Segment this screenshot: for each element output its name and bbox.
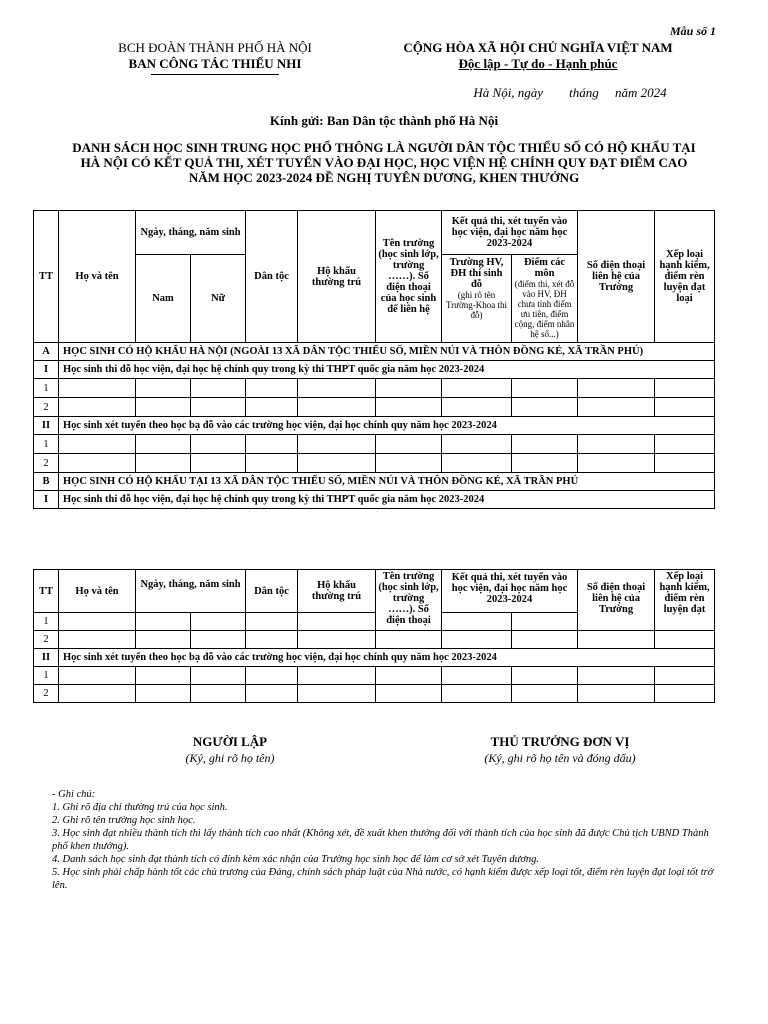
table-row [34, 398, 715, 417]
header-result: Kết quả thi, xét tuyển vào học viện, đại học năm học 2023-2024 [442, 570, 578, 613]
country-name: CỘNG HÒA XÃ HỘI CHỦ NGHĨA VIỆT NAM [403, 40, 673, 55]
header-name: Họ và tên [59, 570, 136, 613]
header-tt: TT [34, 211, 59, 343]
row-number: 1 [34, 613, 59, 631]
notes [52, 788, 720, 892]
date-line: Hà Nội, ngày tháng năm 2024 [473, 85, 667, 100]
header-dob: Ngày, tháng, năm sinh [136, 211, 246, 255]
header-conduct: Xếp loại hạnh kiểm, điểm rèn luyện đạt [655, 570, 715, 631]
agency-name: BAN CÔNG TÁC THIẾU NHI [128, 56, 302, 71]
row-number: 1 [34, 435, 59, 454]
group-i-title: Học sinh thi đỗ học viện, đại học hệ chính quy trong kỳ thi THPT quốc gia năm học 2023-2024 [59, 361, 715, 379]
student-list-table [33, 210, 715, 509]
group-b-i-label: I [34, 491, 59, 509]
document-title [60, 140, 708, 185]
head-title: THỦ TRƯỞNG ĐƠN VỊ [490, 734, 630, 749]
row-number: 2 [34, 631, 59, 649]
header-conduct: Xếp loại hạnh kiểm, điểm rèn luyện đạt loại [655, 211, 715, 343]
header-female: Nữ [191, 255, 246, 343]
row-number: 1 [34, 667, 59, 685]
header-ethnicity: Dân tộc [246, 570, 298, 613]
note-item: 3. Học sinh đạt nhiều thành tích thì lấy thành tích cao nhất (Không xét, đề xuất khen thưởng đối với thành tích của học sinh đã được Chủ tịch UBND Thành phố khen thưởng). [52, 828, 709, 852]
group-ii-title: Học sinh xét tuyển theo học bạ đỗ vào các trường học viện, đại học chính quy năm học 2023-2024 [59, 417, 715, 435]
row-number: 1 [34, 379, 59, 398]
signature-preparer [110, 734, 350, 766]
group-i-label: I [34, 361, 59, 379]
university-label: Trường HV, ĐH thí sinh đỗ [449, 257, 504, 290]
form-number: Mẫu số 1 [669, 24, 716, 38]
row-number: 2 [34, 685, 59, 703]
section-a-title: HỌC SINH CÓ HỘ KHẨU HÀ NỘI (NGOÀI 13 XÃ DÂN TỘC THIỂU SỐ, MIỀN NÚI VÀ THÔN ĐỒNG KÉ, XÃ TRẦN PHÚ) [59, 343, 715, 361]
preparer-instruction: (Ký, ghi rõ họ tên) [185, 751, 275, 765]
group-b-i-title: Học sinh thi đỗ học viện, đại học hệ chính quy trong kỳ thi THPT quốc gia năm học 2023-2024 [59, 491, 715, 509]
scores-note: (điểm thi, xét đỗ vào HV, ĐH chưa tính điểm ưu tiên, điểm cộng, điểm nhân hệ số...) [514, 279, 575, 339]
header-school-phone: Số điện thoại liên hệ của Trường [578, 211, 655, 343]
note-item: 2. Ghi rõ tên trường học sinh học. [52, 815, 196, 826]
header-scores [512, 255, 578, 343]
table-row [34, 454, 715, 473]
group-ii-label: II [34, 417, 59, 435]
header-school: Tên trường (học sinh lớp, trường ……). Số điện thoại [376, 570, 442, 631]
header-school: Tên trường (học sinh lớp, trường ……). Số điện thoại của học sinh để liên hệ [376, 211, 442, 343]
note-item: 1. Ghi rõ địa chỉ thường trú của học sinh. [52, 802, 228, 813]
signature-head-of-unit [420, 734, 700, 766]
header-name: Họ và tên [59, 211, 136, 343]
table-row [34, 685, 715, 703]
issuing-agency [95, 40, 335, 75]
section-b-title: HỌC SINH CÓ HỘ KHẨU TẠI 13 XÃ DÂN TỘC THIỂU SỐ, MIỀN NÚI VÀ THÔN ĐỒNG KÉ, XÃ TRẦN PHÚ [59, 473, 715, 491]
header-male: Nam [136, 255, 191, 343]
student-list-table-continued [33, 569, 715, 703]
row-number: 2 [34, 398, 59, 417]
table-row [34, 631, 715, 649]
head-instruction: (Ký, ghi rõ họ tên và đóng dấu) [484, 751, 636, 765]
header-residence: Hộ khẩu thường trú [298, 211, 376, 343]
header-tt: TT [34, 570, 59, 613]
table-row [34, 667, 715, 685]
section-b-label: B [34, 473, 59, 491]
header-ethnicity: Dân tộc [246, 211, 298, 343]
agency-underline [151, 74, 279, 75]
university-note: (ghi rõ tên Trường-Khoa thi đỗ) [445, 290, 508, 320]
agency-parent: BCH ĐOÀN THÀNH PHỐ HÀ NỘI [118, 40, 312, 55]
header-residence: Hộ khẩu thường trú [298, 570, 376, 613]
note-item: 4. Danh sách học sinh đạt thành tích có đính kèm xác nhận của Trường học sinh học để làm cơ sở xét Tuyên dương. [52, 854, 540, 865]
title-line: NĂM HỌC 2023-2024 ĐỀ NGHỊ TUYÊN DƯƠNG, KHEN THƯỞNG [188, 170, 580, 185]
title-line: DANH SÁCH HỌC SINH TRUNG HỌC PHỔ THÔNG LÀ NGƯỜI DÂN TỘC THIỂU SỐ CÓ HỘ KHẨU TẠI [72, 140, 696, 155]
national-motto [398, 40, 678, 72]
header-dob: Ngày, tháng, năm sinh [136, 570, 246, 613]
motto: Độc lập - Tự do - Hạnh phúc [458, 56, 618, 71]
header-university [442, 255, 512, 343]
note-item: 5. Học sinh phải chấp hành tốt các chủ trương của Đảng, chính sách pháp luật của Nhà nước, có hạnh kiểm được xếp loại tốt, điểm rèn luyện đạt loại tốt trở lên. [52, 867, 714, 891]
header-result: Kết quả thi, xét tuyển vào học viện, đại học năm học 2023-2024 [442, 211, 578, 255]
scores-label: Điểm các môn [523, 257, 566, 279]
header-school-phone: Số điện thoại liên hệ của Trường [578, 570, 655, 631]
group-ii-title: Học sinh xét tuyển theo học bạ đỗ vào các trường học viện, đại học chính quy năm học 2023-2024 [59, 649, 715, 667]
row-number: 2 [34, 454, 59, 473]
table-row [34, 379, 715, 398]
notes-heading: - Ghi chú: [52, 789, 96, 800]
preparer-title: NGƯỜI LẬP [192, 734, 268, 749]
group-ii-label: II [34, 649, 59, 667]
table-row [34, 435, 715, 454]
title-line: HÀ NỘI CÓ KẾT QUẢ THI, XÉT TUYỂN VÀO ĐẠI HỌC, HỌC VIỆN HỆ CHÍNH QUY ĐẠT ĐIỂM CAO [80, 155, 688, 170]
recipient: Kính gửi: Ban Dân tộc thành phố Hà Nội [269, 113, 499, 128]
section-a-label: A [34, 343, 59, 361]
